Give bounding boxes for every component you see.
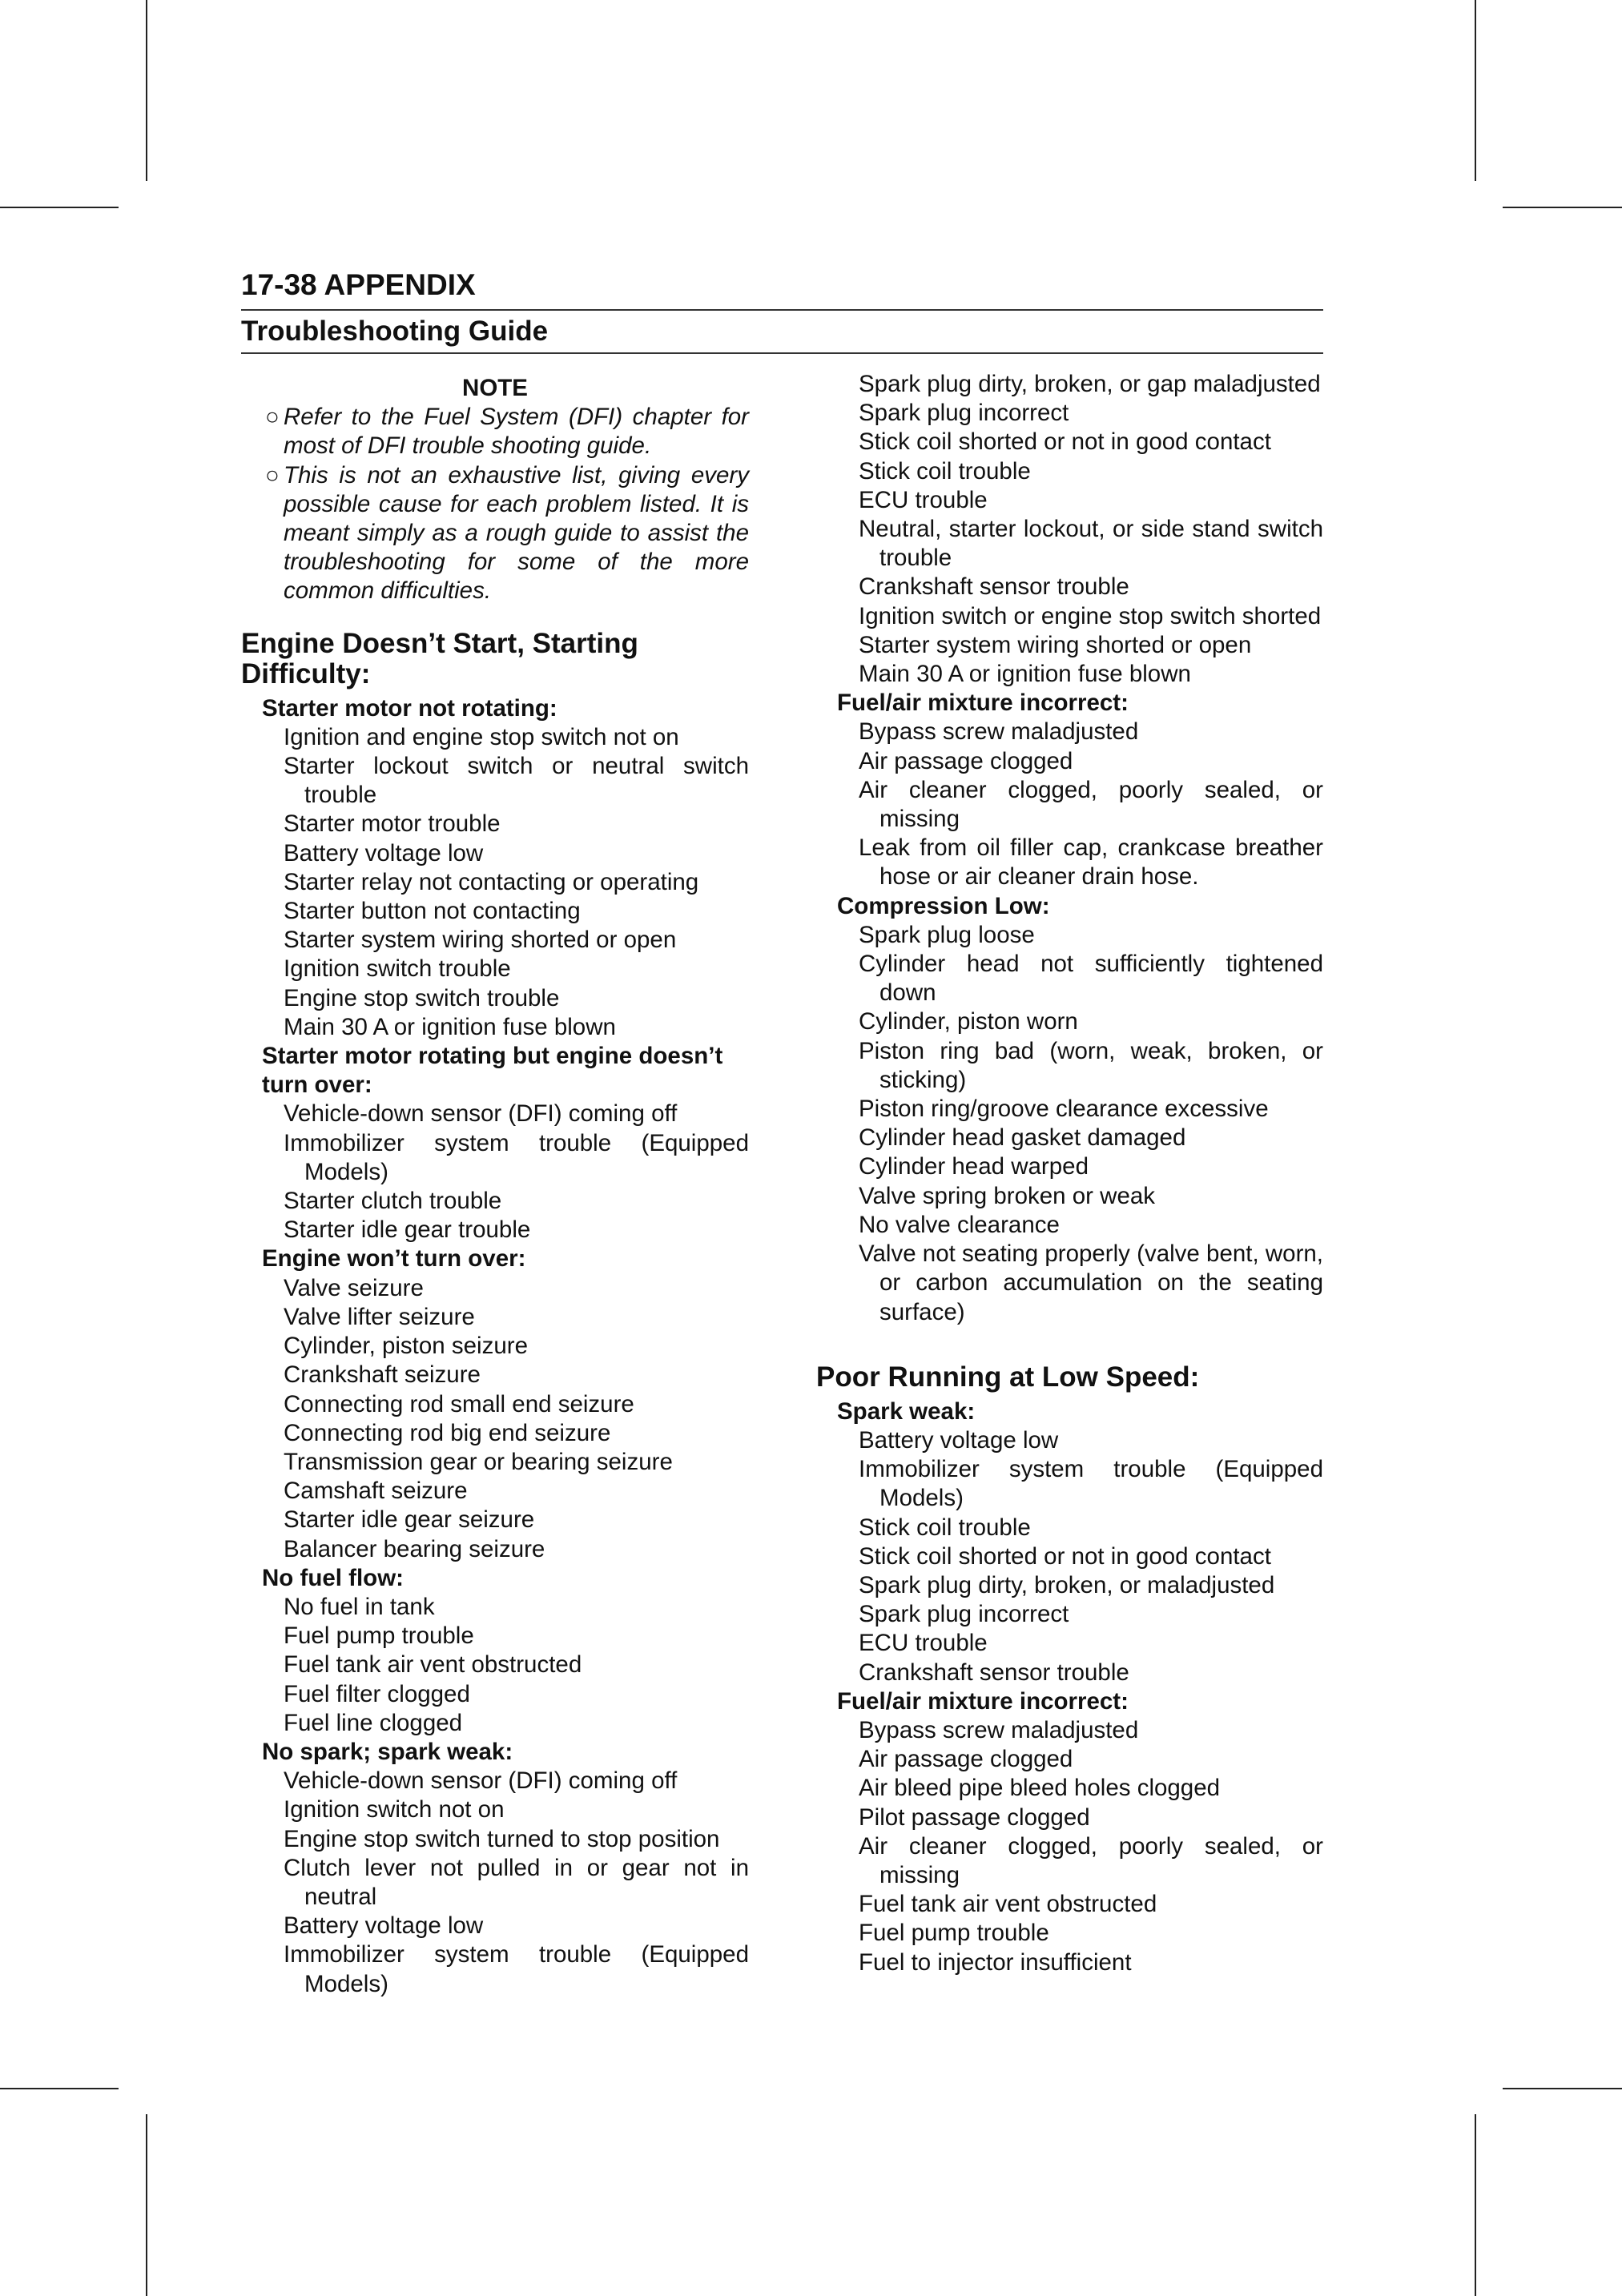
- crop-mark: [1503, 2088, 1622, 2089]
- group-heading: No spark; spark weak:: [262, 1738, 513, 1765]
- group-heading: Fuel/air mixture incorrect:: [837, 1687, 1129, 1715]
- list-item: Air passage clogged: [859, 1746, 1073, 1773]
- list-item: Spark plug dirty, broken, or maladjusted: [859, 1571, 1275, 1598]
- list-item: Spark plug loose: [859, 921, 1035, 948]
- left-group-list: [241, 694, 749, 1999]
- group-heading: Compression Low:: [837, 892, 1050, 919]
- list-item: No fuel in tank: [284, 1593, 435, 1620]
- group-heading: Fuel/air mixture incorrect:: [837, 690, 1129, 717]
- group-heading: Starter motor not rotating:: [262, 694, 557, 722]
- list-item: Piston ring bad (worn, weak, broken, or sticking): [859, 1037, 1323, 1093]
- group-heading: Starter motor rotating but engine doesn’t turn over:: [262, 1043, 723, 1099]
- list-item: Starter idle gear trouble: [284, 1216, 531, 1244]
- list-item: Cylinder head gasket damaged: [859, 1124, 1186, 1152]
- circle-bullet-icon: ○: [265, 461, 280, 489]
- right-column: [816, 370, 1323, 1977]
- list-item: Bypass screw maladjusted: [859, 1716, 1139, 1743]
- list-item: Cylinder head not sufficiently tightened down: [859, 951, 1323, 1007]
- crop-mark: [1475, 0, 1476, 181]
- list-item: Engine stop switch trouble: [284, 984, 560, 1011]
- list-item: Immobilizer system trouble (Equipped Models): [284, 1129, 749, 1185]
- list-item: Ignition and engine stop switch not on: [284, 723, 679, 750]
- list-item: Fuel pump trouble: [859, 1920, 1049, 1947]
- topic-heading: Engine Doesn’t Start, Starting Difficulty:: [241, 627, 638, 690]
- list-item: Starter idle gear seizure: [284, 1506, 535, 1534]
- topic-heading: Poor Running at Low Speed:: [816, 1361, 1200, 1393]
- list-item: Valve seizure: [284, 1274, 424, 1301]
- list-item: Cylinder, piston worn: [859, 1008, 1078, 1035]
- list-item: Ignition switch trouble: [284, 955, 511, 983]
- crop-mark: [0, 2088, 119, 2089]
- list-item: Starter lockout switch or neutral switch trouble: [284, 753, 749, 809]
- list-item: Main 30 A or ignition fuse blown: [859, 661, 1191, 688]
- list-item: Air cleaner clogged, poorly sealed, or missing: [859, 776, 1323, 833]
- list-item: Cylinder, piston seizure: [284, 1333, 528, 1360]
- list-item: Starter system wiring shorted or open: [859, 631, 1252, 658]
- list-item: Vehicle-down sensor (DFI) coming off: [284, 1100, 678, 1128]
- list-item: Starter motor trouble: [284, 810, 501, 838]
- note-item: [241, 461, 749, 606]
- continued-item-list: [816, 370, 1323, 689]
- list-item: Crankshaft sensor trouble: [859, 1659, 1129, 1686]
- list-item: Stick coil shorted or not in good contact: [859, 428, 1271, 456]
- group-heading: No fuel flow:: [262, 1564, 404, 1591]
- list-item: Valve not seating properly (valve bent, worn, or carbon accumulation on the seating surface): [859, 1240, 1323, 1325]
- list-item: Starter system wiring shorted or open: [284, 927, 677, 954]
- list-item: Neutral, starter lockout, or side stand switch trouble: [859, 516, 1323, 572]
- list-item: Air cleaner clogged, poorly sealed, or missing: [859, 1832, 1323, 1888]
- list-item: Battery voltage low: [284, 1912, 484, 1940]
- list-item: Ignition switch not on: [284, 1796, 505, 1824]
- list-item: Stick coil trouble: [859, 1514, 1031, 1541]
- list-item: Fuel to injector insufficient: [859, 1948, 1132, 1976]
- note-item: [241, 403, 749, 460]
- crop-mark: [146, 0, 147, 181]
- list-item: Engine stop switch turned to stop position: [284, 1825, 720, 1852]
- list-item: Stick coil shorted or not in good contact: [859, 1542, 1271, 1570]
- list-item: ECU trouble: [859, 486, 988, 513]
- page-header: [241, 266, 1323, 354]
- list-item: Bypass screw maladjusted: [859, 718, 1139, 746]
- note-text: Refer to the Fuel System (DFI) chapter for most of DFI trouble shooting guide.: [284, 404, 749, 460]
- crop-mark: [146, 2114, 147, 2296]
- list-item: Ignition switch or engine stop switch shorted: [859, 602, 1322, 629]
- right-group-list: [816, 689, 1323, 1326]
- list-item: Piston ring/groove clearance excessive: [859, 1096, 1269, 1123]
- note-list: [241, 403, 749, 605]
- list-item: Starter button not contacting: [284, 898, 581, 925]
- list-item: Fuel tank air vent obstructed: [284, 1651, 582, 1679]
- list-item: Clutch lever not pulled in or gear not in neutral: [284, 1854, 749, 1910]
- list-item: Immobilizer system trouble (Equipped Models): [859, 1456, 1323, 1512]
- list-item: No valve clearance: [859, 1211, 1060, 1238]
- list-item: Valve spring broken or weak: [859, 1182, 1156, 1209]
- list-item: ECU trouble: [859, 1630, 988, 1657]
- page-title: 17-38 APPENDIX: [241, 268, 476, 301]
- list-item: Battery voltage low: [284, 839, 484, 867]
- section-rule: [241, 352, 1323, 354]
- circle-bullet-icon: ○: [265, 404, 280, 431]
- list-item: Crankshaft sensor trouble: [859, 573, 1129, 601]
- list-item: Balancer bearing seizure: [284, 1535, 545, 1562]
- list-item: Starter clutch trouble: [284, 1188, 502, 1215]
- note-title: NOTE: [462, 375, 528, 401]
- crop-mark: [1475, 2114, 1476, 2296]
- list-item: Main 30 A or ignition fuse blown: [284, 1013, 616, 1040]
- crop-mark: [0, 207, 119, 208]
- list-item: Fuel line clogged: [284, 1709, 463, 1736]
- list-item: Crankshaft seizure: [284, 1361, 481, 1389]
- list-item: Connecting rod small end seizure: [284, 1390, 634, 1417]
- list-item: Valve lifter seizure: [284, 1303, 475, 1330]
- right-group-list-2: [816, 1397, 1323, 1977]
- list-item: Spark plug dirty, broken, or gap maladjusted: [859, 371, 1321, 397]
- list-item: Starter relay not contacting or operating: [284, 868, 699, 895]
- list-item: Connecting rod big end seizure: [284, 1419, 611, 1446]
- list-item: Pilot passage clogged: [859, 1803, 1090, 1831]
- list-item: Air passage clogged: [859, 747, 1073, 774]
- left-column: [241, 370, 749, 1999]
- list-item: Spark plug incorrect: [859, 400, 1069, 427]
- list-item: Transmission gear or bearing seizure: [284, 1448, 673, 1475]
- group-heading: Spark weak:: [837, 1397, 976, 1425]
- list-item: Fuel tank air vent obstructed: [859, 1891, 1157, 1918]
- list-item: Spark plug incorrect: [859, 1601, 1069, 1628]
- section-title: Troubleshooting Guide: [241, 316, 549, 347]
- section-spacer: [816, 1327, 1323, 1356]
- list-item: Vehicle-down sensor (DFI) coming off: [284, 1767, 678, 1795]
- list-item: Cylinder head warped: [859, 1153, 1089, 1180]
- list-item: Camshaft seizure: [284, 1478, 468, 1505]
- note-text: This is not an exhaustive list, giving every possible cause for each problem listed. It is meant simply as a rough guide to assist the troubleshooting for some of the more common difficulties.: [284, 461, 749, 605]
- crop-mark: [1503, 207, 1622, 208]
- list-item: Immobilizer system trouble (Equipped Models): [284, 1941, 749, 1997]
- list-item: Fuel filter clogged: [284, 1680, 470, 1707]
- list-item: Battery voltage low: [859, 1426, 1059, 1454]
- list-item: Fuel pump trouble: [284, 1622, 474, 1650]
- list-item: Air bleed pipe bleed holes clogged: [859, 1775, 1221, 1802]
- list-item: Stick coil trouble: [859, 457, 1031, 485]
- group-heading: Engine won’t turn over:: [262, 1245, 526, 1273]
- list-item: Leak from oil filler cap, crankcase breather hose or air cleaner drain hose.: [859, 834, 1323, 891]
